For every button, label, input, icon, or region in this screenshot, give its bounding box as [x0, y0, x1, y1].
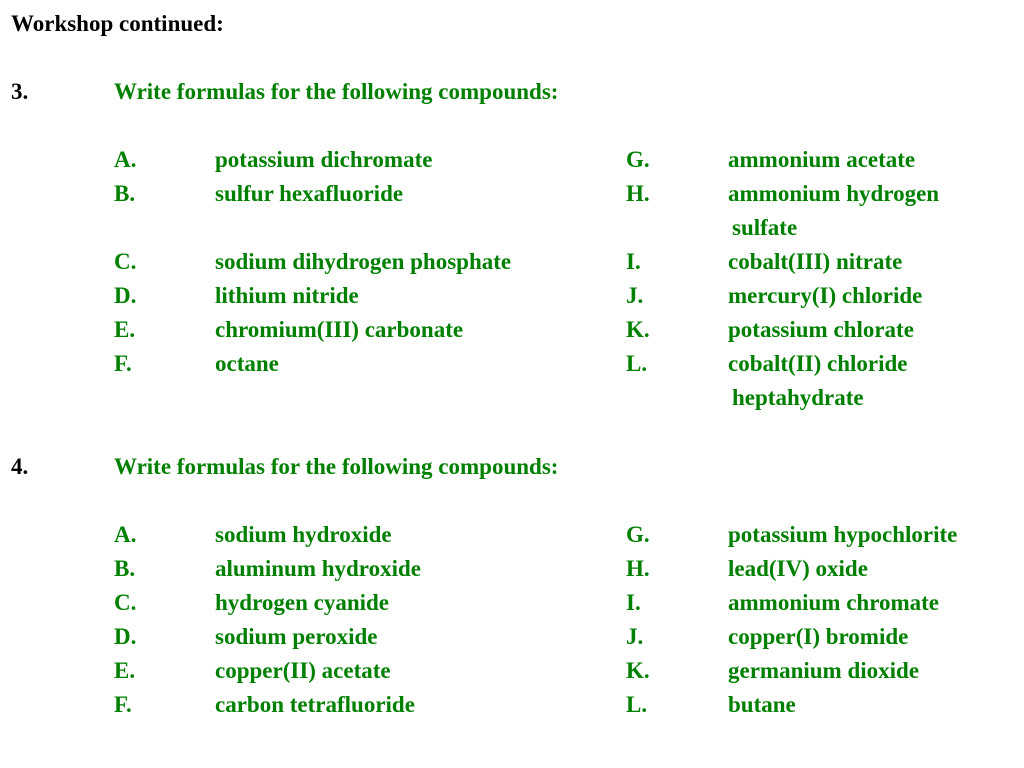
item-letter: A. — [114, 522, 137, 547]
item-letter: H. — [626, 181, 650, 206]
item-letter: J. — [626, 283, 644, 308]
item-letter: D. — [114, 624, 137, 649]
item-text: carbon tetrafluoride — [215, 692, 415, 717]
item-text: chromium(III) carbonate — [215, 317, 464, 342]
question-3-prompt: Write formulas for the following compounds: — [114, 79, 559, 104]
item-text: lead(IV) oxide — [728, 556, 868, 581]
item-text: potassium hypochlorite — [728, 522, 958, 547]
item-text-continuation: sulfate — [732, 215, 798, 240]
item-letter: C. — [114, 590, 137, 615]
item-text: germanium dioxide — [728, 658, 920, 683]
item-letter: G. — [626, 147, 650, 172]
item-letter: I. — [626, 249, 641, 274]
item-letter: G. — [626, 522, 650, 547]
question-3-list — [0, 143, 1024, 415]
item-letter: L. — [626, 692, 648, 717]
question-3-number: 3. — [11, 79, 29, 104]
item-letter: D. — [114, 283, 137, 308]
item-letter: B. — [114, 556, 136, 581]
item-text: copper(II) acetate — [215, 658, 391, 683]
item-text: copper(I) bromide — [728, 624, 909, 649]
list-row — [0, 620, 1024, 654]
item-letter: K. — [626, 317, 650, 342]
list-row — [0, 177, 1024, 211]
list-row — [0, 654, 1024, 688]
item-text: octane — [215, 351, 279, 376]
item-text: sodium peroxide — [215, 624, 378, 649]
question-4-list — [0, 518, 1024, 722]
item-text: mercury(I) chloride — [728, 283, 923, 308]
item-text: potassium chlorate — [728, 317, 914, 342]
item-text: lithium nitride — [215, 283, 359, 308]
question-4-prompt: Write formulas for the following compounds: — [114, 454, 559, 479]
list-row — [0, 245, 1024, 279]
list-row — [0, 143, 1024, 177]
item-letter: E. — [114, 317, 136, 342]
list-row — [0, 688, 1024, 722]
item-text: butane — [728, 692, 796, 717]
list-row — [0, 586, 1024, 620]
question-4-number: 4. — [11, 454, 29, 479]
list-row — [0, 518, 1024, 552]
item-letter: F. — [114, 351, 132, 376]
item-letter: H. — [626, 556, 650, 581]
list-row — [0, 211, 1024, 245]
item-letter: I. — [626, 590, 641, 615]
item-text: aluminum hydroxide — [215, 556, 421, 581]
item-letter: F. — [114, 692, 132, 717]
item-letter: E. — [114, 658, 136, 683]
item-text: sodium dihydrogen phosphate — [215, 249, 512, 274]
item-letter: K. — [626, 658, 650, 683]
item-letter: L. — [626, 351, 648, 376]
item-letter: A. — [114, 147, 137, 172]
item-text: ammonium acetate — [728, 147, 916, 172]
item-text: cobalt(III) nitrate — [728, 249, 903, 274]
item-text: hydrogen cyanide — [215, 590, 390, 615]
slide-title: Workshop continued: — [11, 11, 224, 36]
item-text-continuation: heptahydrate — [732, 385, 864, 410]
item-letter: B. — [114, 181, 136, 206]
item-text: ammonium chromate — [728, 590, 940, 615]
item-text: potassium dichromate — [215, 147, 433, 172]
item-text: sodium hydroxide — [215, 522, 392, 547]
list-row — [0, 313, 1024, 347]
item-text: sulfur hexafluoride — [215, 181, 404, 206]
item-text: cobalt(II) chloride — [728, 351, 908, 376]
list-row — [0, 347, 1024, 381]
list-row — [0, 381, 1024, 415]
item-text: ammonium hydrogen — [728, 181, 940, 206]
item-letter: J. — [626, 624, 644, 649]
list-row — [0, 279, 1024, 313]
list-row — [0, 552, 1024, 586]
item-letter: C. — [114, 249, 137, 274]
